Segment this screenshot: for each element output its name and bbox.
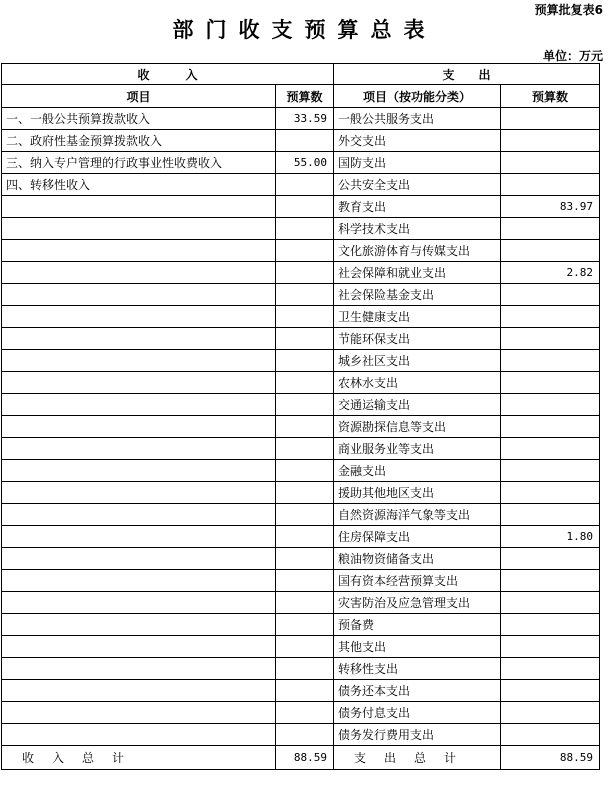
income-total-label: 收入总计: [2, 746, 276, 770]
expense-amount-cell: [501, 416, 600, 438]
table-row: [2, 284, 600, 306]
expense-amount-cell: [501, 284, 600, 306]
expense-amount-cell: [501, 328, 600, 350]
expense-item-cell: 住房保障支出: [334, 526, 501, 548]
income-item-cell: [2, 680, 276, 702]
expense-item-cell: 预备费: [334, 614, 501, 636]
income-item-cell: [2, 504, 276, 526]
table-row: [2, 482, 600, 504]
income-item-cell: [2, 240, 276, 262]
page-title: 部门收支预算总表: [172, 17, 437, 42]
income-amount-cell: [276, 416, 334, 438]
income-amount-cell: [276, 196, 334, 218]
income-item-cell: [2, 416, 276, 438]
table-row: [2, 174, 600, 196]
expense-item-cell: 金融支出: [334, 460, 501, 482]
expense-amount-cell: [501, 592, 600, 614]
expense-item-cell: 社会保障和就业支出: [334, 262, 501, 284]
income-item-cell: [2, 218, 276, 240]
expense-item-cell: 债务发行费用支出: [334, 724, 501, 746]
expense-item-cell: 公共安全支出: [334, 174, 501, 196]
income-item-header: 项目: [2, 85, 276, 108]
column-header-row: [2, 85, 600, 108]
expense-item-cell: 援助其他地区支出: [334, 482, 501, 504]
income-amount-cell: [276, 636, 334, 658]
income-item-cell: [2, 372, 276, 394]
income-item-cell: 一、一般公共预算拨款收入: [2, 108, 276, 130]
table-row: [2, 328, 600, 350]
table-row: [2, 570, 600, 592]
expense-item-cell: 节能环保支出: [334, 328, 501, 350]
expense-total-label: 支出总计: [334, 746, 501, 770]
income-amount-cell: [276, 438, 334, 460]
expense-item-cell: 灾害防治及应急管理支出: [334, 592, 501, 614]
table-row: [2, 372, 600, 394]
table-row: [2, 196, 600, 218]
expense-item-cell: 债务还本支出: [334, 680, 501, 702]
expense-amount-cell: [501, 658, 600, 680]
expense-amount-cell: [501, 702, 600, 724]
expense-amount-cell: [501, 394, 600, 416]
group-header-row: [2, 64, 600, 85]
income-item-cell: [2, 394, 276, 416]
income-amount-cell: [276, 394, 334, 416]
expense-item-cell: 一般公共服务支出: [334, 108, 501, 130]
expense-item-header: 项目（按功能分类）: [334, 85, 501, 108]
income-item-cell: [2, 658, 276, 680]
table-row: [2, 548, 600, 570]
expense-item-cell: 文化旅游体育与传媒支出: [334, 240, 501, 262]
income-amount-cell: [276, 328, 334, 350]
income-amount-cell: [276, 218, 334, 240]
income-amount-cell: [276, 284, 334, 306]
expense-amount-cell: 1.80: [501, 526, 600, 548]
expense-amount-cell: 83.97: [501, 196, 600, 218]
expense-amount-cell: [501, 504, 600, 526]
expense-amount-cell: [501, 152, 600, 174]
income-item-cell: [2, 284, 276, 306]
expense-amount-cell: [501, 614, 600, 636]
table-row: [2, 724, 600, 746]
income-amount-cell: [276, 724, 334, 746]
expense-item-cell: 卫生健康支出: [334, 306, 501, 328]
expense-amount-cell: [501, 680, 600, 702]
income-amount-cell: [276, 130, 334, 152]
expense-item-cell: 社会保险基金支出: [334, 284, 501, 306]
expense-item-cell: 外交支出: [334, 130, 501, 152]
income-amount-cell: [276, 482, 334, 504]
expense-amount-cell: [501, 372, 600, 394]
expense-item-cell: 交通运输支出: [334, 394, 501, 416]
expense-amount-cell: [501, 130, 600, 152]
expense-item-cell: 科学技术支出: [334, 218, 501, 240]
expense-amount-cell: [501, 350, 600, 372]
income-item-cell: [2, 460, 276, 482]
table-row: [2, 152, 600, 174]
expense-amount-cell: [501, 108, 600, 130]
income-item-cell: [2, 328, 276, 350]
income-item-cell: [2, 636, 276, 658]
income-item-cell: [2, 196, 276, 218]
form-number: 预算批复表6: [534, 3, 603, 17]
expense-amount-cell: [501, 482, 600, 504]
income-amount-cell: [276, 240, 334, 262]
income-item-cell: [2, 724, 276, 746]
income-amount-cell: [276, 680, 334, 702]
table-row: [2, 218, 600, 240]
expense-item-cell: 国防支出: [334, 152, 501, 174]
income-item-cell: 二、政府性基金预算拨款收入: [2, 130, 276, 152]
expense-item-cell: 农林水支出: [334, 372, 501, 394]
income-amount-cell: [276, 350, 334, 372]
expense-item-cell: 城乡社区支出: [334, 350, 501, 372]
table-row: [2, 526, 600, 548]
income-amount-cell: [276, 504, 334, 526]
table-row: [2, 240, 600, 262]
table-row: [2, 394, 600, 416]
income-item-cell: [2, 262, 276, 284]
income-total-amount: 88.59: [276, 746, 334, 770]
income-amount-cell: [276, 460, 334, 482]
total-row: [2, 746, 600, 770]
table-row: [2, 460, 600, 482]
income-item-cell: [2, 306, 276, 328]
expense-item-cell: 国有资本经营预算支出: [334, 570, 501, 592]
income-item-cell: [2, 526, 276, 548]
table-row: [2, 108, 600, 130]
expense-amount-cell: [501, 460, 600, 482]
expense-amount-header: 预算数: [501, 85, 600, 108]
income-item-cell: [2, 570, 276, 592]
expense-item-cell: 自然资源海洋气象等支出: [334, 504, 501, 526]
table-row: [2, 636, 600, 658]
income-amount-cell: 33.59: [276, 108, 334, 130]
unit-label: 单位：万元: [542, 49, 603, 63]
expense-amount-cell: [501, 240, 600, 262]
income-amount-cell: [276, 614, 334, 636]
table-row: [2, 592, 600, 614]
expense-amount-cell: [501, 548, 600, 570]
income-amount-cell: [276, 548, 334, 570]
expense-item-cell: 粮油物资储备支出: [334, 548, 501, 570]
expense-total-amount: 88.59: [501, 746, 600, 770]
table-row: [2, 658, 600, 680]
income-item-cell: [2, 592, 276, 614]
table-row: [2, 416, 600, 438]
expense-amount-cell: [501, 174, 600, 196]
income-amount-header: 预算数: [276, 85, 334, 108]
income-amount-cell: [276, 174, 334, 196]
income-item-cell: [2, 702, 276, 724]
income-amount-cell: [276, 592, 334, 614]
expense-amount-cell: [501, 570, 600, 592]
table-row: [2, 702, 600, 724]
income-amount-cell: [276, 526, 334, 548]
expense-amount-cell: [501, 306, 600, 328]
expense-amount-cell: [501, 218, 600, 240]
expense-item-cell: 教育支出: [334, 196, 501, 218]
income-item-cell: [2, 438, 276, 460]
table-row: [2, 614, 600, 636]
expense-amount-cell: [501, 636, 600, 658]
income-amount-cell: [276, 306, 334, 328]
income-item-cell: [2, 614, 276, 636]
income-amount-cell: [276, 570, 334, 592]
table-row: [2, 680, 600, 702]
expense-group-header: 支 出: [334, 64, 600, 85]
expense-item-cell: 转移性支出: [334, 658, 501, 680]
expense-amount-cell: [501, 438, 600, 460]
income-amount-cell: [276, 372, 334, 394]
income-item-cell: [2, 548, 276, 570]
expense-item-cell: 商业服务业等支出: [334, 438, 501, 460]
table-row: [2, 438, 600, 460]
table-row: [2, 130, 600, 152]
expense-amount-cell: 2.82: [501, 262, 600, 284]
income-amount-cell: 55.00: [276, 152, 334, 174]
income-amount-cell: [276, 658, 334, 680]
expense-item-cell: 资源勘探信息等支出: [334, 416, 501, 438]
income-item-cell: 三、纳入专户管理的行政事业性收费收入: [2, 152, 276, 174]
income-item-cell: [2, 350, 276, 372]
income-group-header: 收 入: [2, 64, 334, 85]
budget-table: [1, 63, 600, 770]
income-amount-cell: [276, 262, 334, 284]
expense-amount-cell: [501, 724, 600, 746]
table-row: [2, 262, 600, 284]
table-row: [2, 306, 600, 328]
expense-item-cell: 债务付息支出: [334, 702, 501, 724]
income-item-cell: [2, 482, 276, 504]
income-amount-cell: [276, 702, 334, 724]
expense-item-cell: 其他支出: [334, 636, 501, 658]
table-row: [2, 504, 600, 526]
income-item-cell: 四、转移性收入: [2, 174, 276, 196]
table-row: [2, 350, 600, 372]
table-body: [2, 108, 600, 746]
